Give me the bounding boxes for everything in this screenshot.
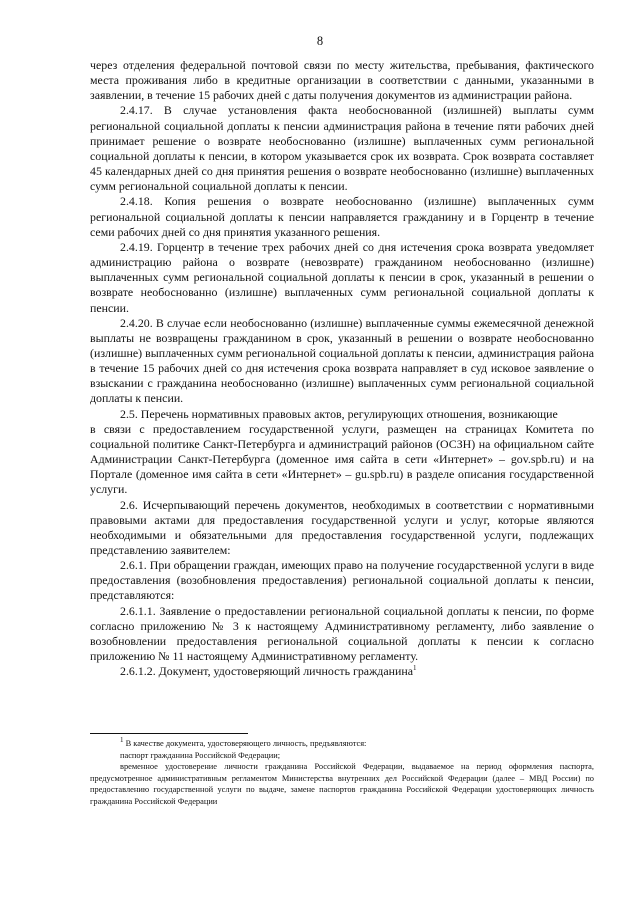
footnotes bbox=[90, 738, 594, 808]
paragraph-2-6-1-2-text: 2.6.1.2. Документ, удостоверяющий личность гражданина bbox=[120, 664, 413, 679]
footnote-marker: 1 bbox=[120, 736, 124, 745]
footnote-1-item-passport: паспорт гражданина Российской Федерации; bbox=[120, 750, 281, 760]
paragraph-2-4-20: 2.4.20. В случае если необоснованно (излишне) выплаченные суммы ежемесячной денежной выплаты не возвращены гражданином в срок, указанный в решении о возврате необоснованно (излишне) выплаченных сумм региональной социальной доплаты к пенсии, администрация района в течение 15 рабочих дней со дня истечения срока возврата направляет в суд исковое заявление о взыскании с гражданина необоснованно (излишне) выплаченных сумм региональной социальной доплаты к пенсии. bbox=[90, 315, 594, 406]
paragraph-2-5-heading-line: 2.5. Перечень нормативных правовых актов, регулирующих отношения, возникающие bbox=[120, 406, 558, 421]
paragraph-2-5-body: в связи с предоставлением государственной услуги, размещен на страницах Комитета по социальной политике Санкт-Петербурга и администраций районов (ОСЗН) на официальном сайте Администрации Санкт-Петербурга (доменное имя сайта в сети «Интернет» – gov.spb.ru) и на Портале (доменное имя сайта в сети «Интернет» – gu.spb.ru) в разделе описания государственной услуги. bbox=[90, 421, 594, 497]
paragraph-2-4-17: 2.4.17. В случае установления факта необоснованной (излишней) выплаты сумм региональной социальной доплаты к пенсии администрация района в течение пяти рабочих дней принимает решение о возврате необоснованно (излишне) выплаченных сумм региональной социальной доплаты к пенсии, в котором указывается срок их возврата. Срок возврата составляет 45 календарных дней со дня принятия решения о возврате необоснованно (излишне) выплаченных сумм региональной социальной доплаты к пенсии. bbox=[90, 103, 594, 194]
footnote-reference[interactable]: 1 bbox=[413, 664, 417, 673]
paragraph-2-6-1: 2.6.1. При обращении граждан, имеющих право на получение государственной услуги в виде предоставления (возобновления предоставления) региональной социальной доплаты к пенсии, представляются: bbox=[90, 558, 594, 603]
footnote-1-text: В качестве документа, удостоверяющего личность, предъявляются: bbox=[125, 739, 367, 748]
paragraph-2-6-1-1: 2.6.1.1. Заявление о предоставлении региональной социальной доплаты к пенсии, по форме согласно приложению № 3 к настоящему Административному регламенту, либо заявление о возобновлении предоставления региональной социальной доплаты к пенсии к согласно приложению № 11 настоящему Административному регламенту. bbox=[90, 603, 594, 664]
footnote-1-intro bbox=[90, 738, 594, 750]
page-number: 8 bbox=[316, 34, 324, 48]
paragraph-2-6-1-2 bbox=[90, 664, 594, 679]
paragraph-2-4-18: 2.4.18. Копия решения о возврате необоснованно (излишне) выплаченных сумм региональной социальной доплаты к пенсии направляется гражданину и в Горцентр в течение семи рабочих дней со дня принятия указанного решения. bbox=[90, 194, 594, 239]
footnote-separator bbox=[90, 733, 248, 734]
paragraph-2-6: 2.6. Исчерпывающий перечень документов, необходимых в соответствии с нормативными правовыми актами для предоставления государственной услуги и услуг, которые являются необходимыми и обязательными для предоставления государственной услуги, подлежащих представлению заявителем: bbox=[90, 497, 594, 557]
paragraph-2-4-19: 2.4.19. Горцентр в течение трех рабочих дней со дня истечения срока возврата уведомляет администрацию района о возврате (невозврате) гражданином необоснованно (излишне) выплаченных сумм региональной социальной доплаты к пенсии в срок, указанный в решении о возврате необоснованно (излишне) выплаченных сумм региональной социальной доплаты к пенсии. bbox=[90, 239, 594, 315]
footnote-1-item-temporary-id: временное удостоверение личности гражданина Российской Федерации, выдаваемое на период оформления паспорта, предусмотренное административным регламентом Министерства внутренних дел Российской Федерации (далее – МВД России) по предоставлению государственной услуги по выдаче, замене паспортов гражданина Российской Федерации удостоверяющих личность гражданина Российской Федерации bbox=[90, 762, 594, 806]
document-body bbox=[90, 58, 594, 679]
paragraph-continuation: через отделения федеральной почтовой связи по месту жительства, пребывания, фактического места проживания либо в кредитные организации в соответствии с данными, указанными в заявлении, в течение 15 рабочих дней с даты получения документов из администрации района. bbox=[90, 58, 594, 103]
